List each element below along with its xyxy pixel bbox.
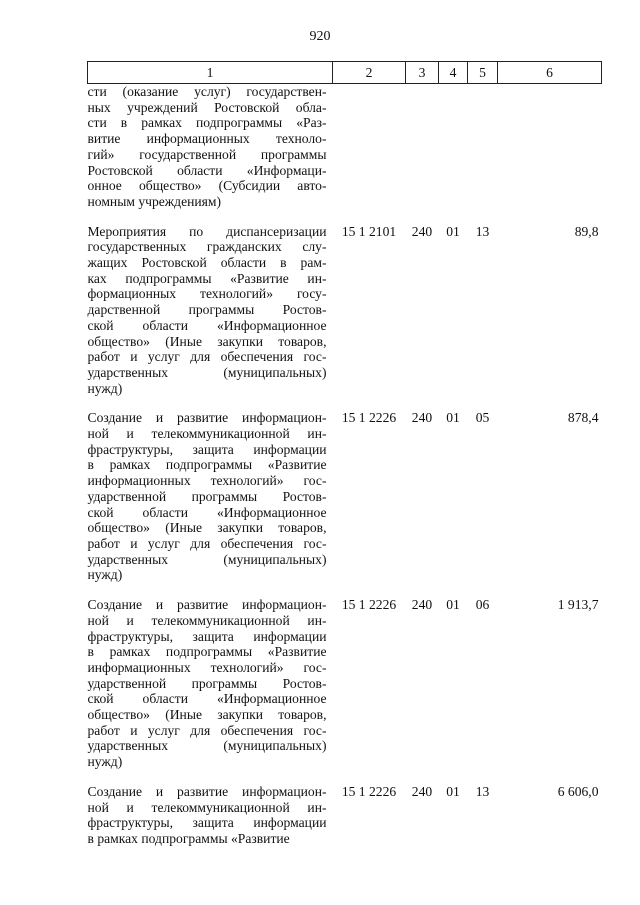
amount-cell: 1 913,7 [557,597,599,613]
subsection-cell: 13 [475,783,490,799]
table-row [88,784,602,847]
header-col-2: 2 [333,62,406,84]
description-line: онное общество» (Субсидии авто- [87,178,327,194]
description-cell [88,784,333,847]
description-line: общество» (Иные закупки товаров, [87,520,327,536]
expense-type-cell: 240 [411,783,433,799]
table-row [88,410,602,583]
table-body [88,84,602,847]
spacer-cell [88,396,602,410]
header-col-1: 1 [88,62,333,84]
description-line: ской области «Информационное [87,504,327,520]
description-line: сти (оказание услуг) государствен- [87,84,327,99]
description-line: в рамках подпрограммы «Развитие [87,457,327,473]
target-code-cell: 15 1 2101 [341,223,397,239]
page-number: 920 [309,29,331,44]
description-line: ной и телекоммуникационной ин- [87,799,327,815]
row-spacer [88,583,602,597]
description-line: гий» государственной программы [87,146,327,162]
description-line: сти в рамках подпрограммы «Раз- [87,115,327,131]
expense-type-cell: 240 [411,410,433,426]
amount-cell: 6 606,0 [557,783,599,799]
description-line: ударственных (муниципальных) [87,364,327,380]
description-line: информационных технологий» гос- [87,473,327,489]
target-code-cell [333,84,406,210]
description-line: ной и телекоммуникационной ин- [87,426,327,442]
description-line: информационных технологий» гос- [87,659,327,675]
description-line: номным учреждениям) [87,193,222,209]
expense-type-cell: 240 [411,597,433,613]
description-line: нужд) [87,754,123,770]
description-line: фраструктуры, защита информации [87,815,327,831]
description-cell [88,597,333,770]
section-cell [439,84,468,210]
description-line: ской области «Информационное [87,317,327,333]
header-col-5: 5 [468,62,498,84]
description-line: государственных гражданских слу- [87,239,327,255]
amount-cell [498,84,602,210]
description-line: ударственной программы Ростов- [87,675,327,691]
description-line: работ и услуг для обеспечения гос- [87,349,327,365]
table-row [88,597,602,770]
description-line: работ и услуг для обеспечения гос- [87,535,327,551]
description-line: фраструктуры, защита информации [87,441,327,457]
row-spacer [88,396,602,410]
description-line: дарственной программы Ростов- [87,302,327,318]
description-line: нужд) [87,567,123,583]
subsection-cell: 13 [475,223,490,239]
budget-table [87,61,602,847]
spacer-cell [88,770,602,784]
spacer-cell [88,210,602,224]
description-line: ках подпрограммы «Развитие ин- [87,270,327,286]
table-header [88,62,602,84]
description-cell [88,84,333,210]
subsection-cell: 05 [475,410,490,426]
description-line: работ и услуг для обеспечения гос- [87,722,327,738]
section-cell: 01 [446,410,460,426]
description-line: ударственных (муниципальных) [87,551,327,567]
target-code-cell: 15 1 2226 [341,597,397,613]
amount-cell: 89,8 [574,223,599,239]
description-line: ных учреждений Ростовской обла- [87,99,327,115]
description-line: формационных технологий» госу- [87,286,327,302]
expense-type-cell [406,84,439,210]
description-line: фраструктуры, защита информации [87,628,327,644]
header-col-3: 3 [406,62,439,84]
section-cell: 01 [446,223,460,239]
description-cell [88,224,333,397]
description-line: Мероприятия по диспансеризации [87,223,327,239]
table-row [88,224,602,397]
header-col-6: 6 [498,62,602,84]
header-row [88,62,602,84]
description-line: в рамках подпрограммы «Развитие [87,644,327,660]
row-spacer [88,770,602,784]
description-line: ской области «Информационное [87,691,327,707]
description-line: Создание и развитие информацион- [87,410,327,426]
description-line: ударственной программы Ростов- [87,488,327,504]
description-line: жащих Ростовской области в рам- [87,255,327,271]
target-code-cell: 15 1 2226 [341,783,397,799]
subsection-cell [468,84,498,210]
description-line: нужд) [87,380,123,396]
description-line: Создание и развитие информацион- [87,597,327,613]
description-line: витие информационных техноло- [87,131,327,147]
row-spacer [88,210,602,224]
description-line: ударственных (муниципальных) [87,738,327,754]
description-line: в рамках подпрограммы «Развитие [87,830,290,846]
section-cell: 01 [446,597,460,613]
header-col-4: 4 [439,62,468,84]
target-code-cell: 15 1 2226 [341,410,397,426]
description-line: ной и телекоммуникационной ин- [87,612,327,628]
description-cell [88,410,333,583]
expense-type-cell: 240 [411,223,433,239]
spacer-cell [88,583,602,597]
subsection-cell: 06 [475,597,490,613]
amount-cell: 878,4 [567,410,599,426]
description-line: общество» (Иные закупки товаров, [87,333,327,349]
description-line: общество» (Иные закупки товаров, [87,707,327,723]
table-row [88,84,602,210]
section-cell: 01 [446,783,460,799]
description-line: Создание и развитие информацион- [87,783,327,799]
description-line: Ростовской области «Информаци- [87,162,327,178]
